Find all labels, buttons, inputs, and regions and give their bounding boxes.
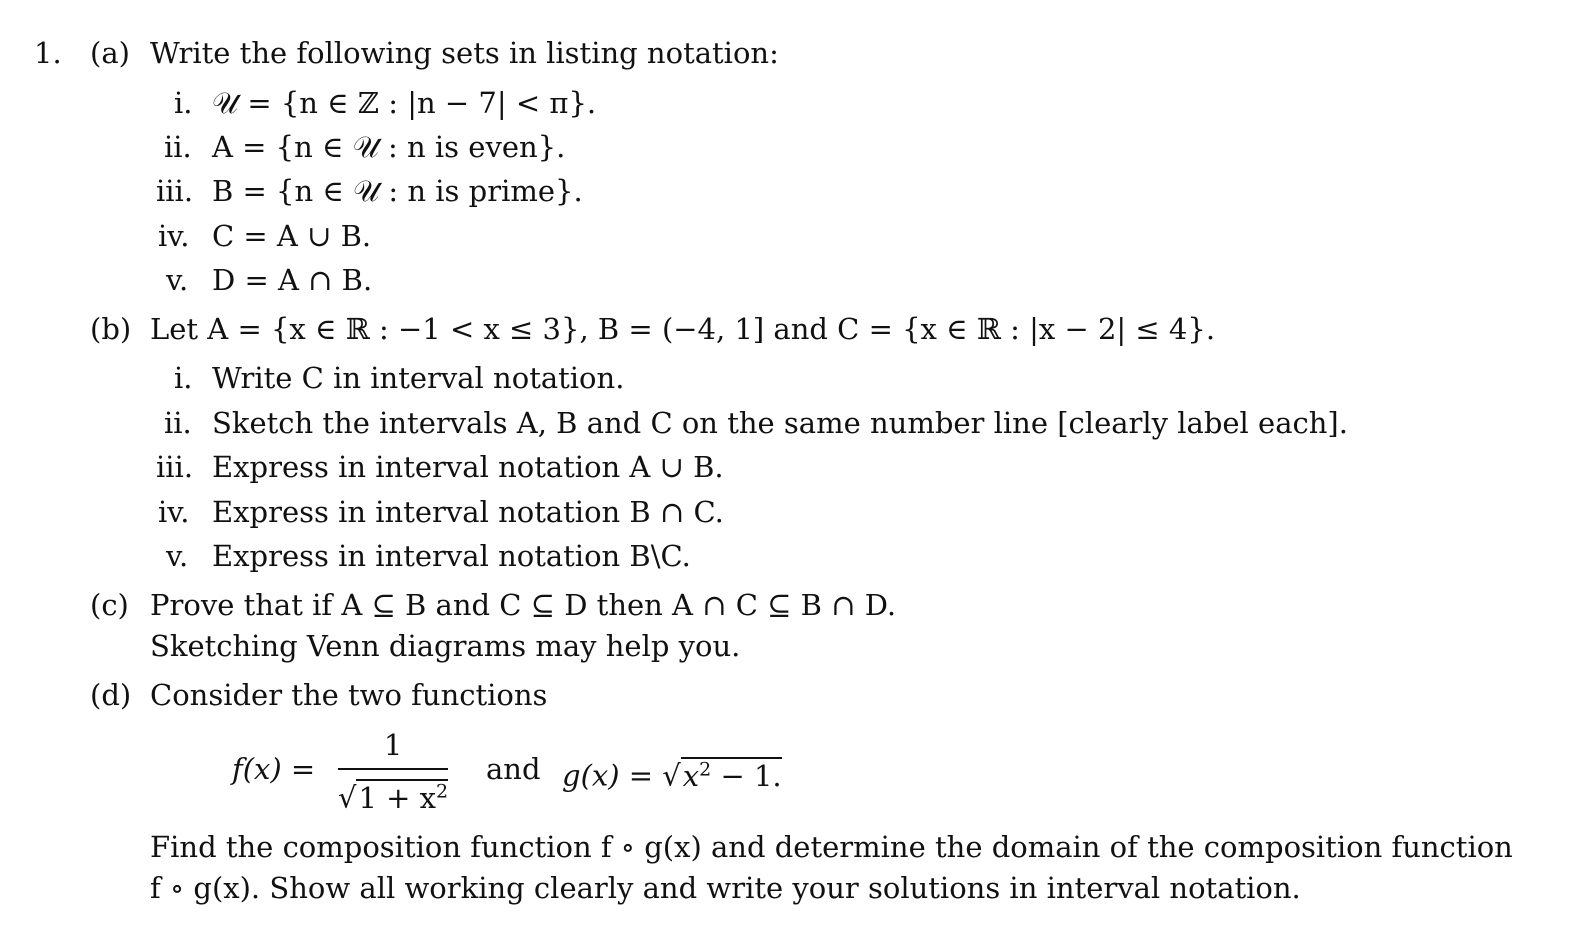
part-b-item-label: v. [166,539,189,573]
question-number: 1. [34,36,62,70]
part-b-label: (b) [90,312,132,346]
and-word: and [486,752,541,786]
sqrt-symbol: √ [662,758,681,793]
part-b-item-label: ii. [164,406,192,440]
part-b-item-label: i. [174,361,193,395]
part-d-label: (d) [90,678,132,712]
part-b-intro: Let A = {x ∈ ℝ : −1 < x ≤ 3}, B = (−4, 1] and C = {x ∈ ℝ : |x − 2| ≤ 4}. [150,312,1216,346]
g-definition [562,752,782,793]
f-definition-lhs [232,752,315,786]
part-a-item-text: B = {n ∈ 𝒰 : n is prime}. [212,174,583,208]
part-a-item-text: 𝒰 = {n ∈ ℤ : |n − 7| < π}. [212,86,597,120]
part-b-item-text: Write C in interval notation. [212,361,625,395]
g-lhs: g(x) = [562,758,654,793]
f-fraction [338,728,448,815]
g-tail: − 1. [711,758,782,793]
part-b-item-text: Express in interval notation B ∩ C. [212,495,724,529]
part-b-item-label: iii. [156,450,194,484]
part-d-task-line-2: f ∘ g(x). Show all working clearly and write your solutions in interval notation. [150,871,1301,905]
part-b-item-text: Express in interval notation B\C. [212,539,691,573]
part-a-item-label: i. [174,86,193,120]
part-a-item-text: D = A ∩ B. [212,263,373,297]
g-radicand: x [682,758,700,793]
part-b-item-text: Sketch the intervals A, B and C on the same number line [clearly label each]. [212,406,1348,440]
sqrt-symbol: √ [338,780,357,815]
part-d-task-line-1: Find the composition function f ∘ g(x) and determine the domain of the composition function [150,830,1513,864]
f-denominator-radicand: 1 + x [358,780,437,815]
part-a-item-label: ii. [164,130,192,164]
g-exponent: 2 [699,758,712,780]
part-a-intro: Write the following sets in listing notation: [150,36,779,70]
part-a-item-text: A = {n ∈ 𝒰 : n is even}. [212,130,566,164]
part-c-statement: Prove that if A ⊆ B and C ⊆ D then A ∩ C ⊆ B ∩ D. [150,588,897,622]
part-a-item-text: C = A ∪ B. [212,219,372,253]
part-a-label: (a) [90,36,130,70]
part-a-item-label: v. [166,263,189,297]
f-numerator: 1 [383,728,403,762]
part-d-intro: Consider the two functions [150,678,548,712]
f-lhs: f(x) = [232,752,316,786]
f-denominator [338,768,448,815]
part-c-hint: Sketching Venn diagrams may help you. [150,629,741,663]
part-b-item-text: Express in interval notation A ∪ B. [212,450,724,484]
part-a-item-label: iv. [158,219,190,253]
part-b-item-label: iv. [158,495,190,529]
f-denominator-exponent: 2 [436,780,449,802]
part-c-label: (c) [90,588,129,622]
part-a-item-label: iii. [156,174,194,208]
